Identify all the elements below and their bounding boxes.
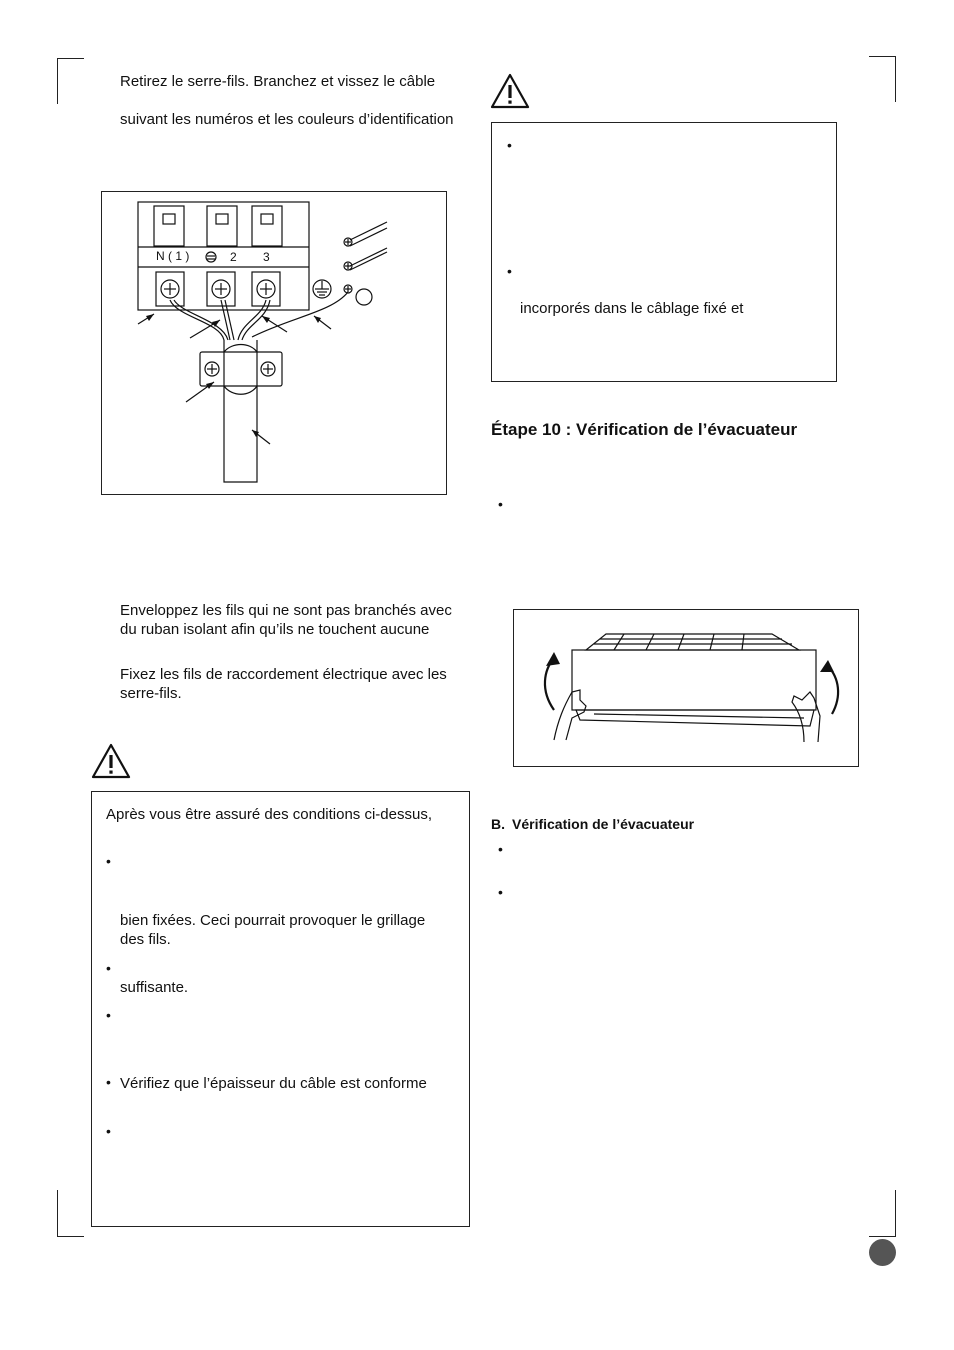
warning-bullet-5: • — [106, 1123, 111, 1139]
terminal-label-2: 2 — [230, 250, 237, 264]
crop-mark-bottom-right-v — [895, 1190, 896, 1236]
step-10-bullet: • — [498, 496, 503, 512]
left-warning-box — [91, 791, 470, 1227]
warning-intro: Après vous être assuré des conditions ci-dessus, — [106, 806, 432, 823]
crop-mark-bottom-left-h — [57, 1236, 84, 1237]
crop-mark-bottom-left-v — [57, 1190, 58, 1236]
warning-icon — [91, 743, 131, 779]
right-warning-bullet-1: • — [507, 137, 512, 153]
warning-text-c: Vérifiez que l’épaisseur du câble est conforme — [120, 1075, 427, 1092]
crop-mark-top-right-h — [869, 56, 896, 57]
right-warning-bullet-2: • — [507, 263, 512, 279]
sub-b-bullet-2: • — [498, 884, 503, 900]
warning-text-a1: bien fixées. Ceci pourrait provoquer le grillage — [120, 912, 426, 929]
sub-heading-b-text: Vérification de l’évacuateur — [512, 816, 695, 832]
warning-text-b: suffisante. — [120, 979, 189, 996]
crop-mark-top-right-v — [895, 56, 896, 102]
crop-mark-top-left-h — [57, 58, 84, 59]
crop-mark-bottom-right-h — [869, 1236, 896, 1237]
page-number-badge — [869, 1239, 896, 1266]
wrap-wires-line-1: Enveloppez les fils qui ne sont pas branchés avec — [120, 602, 452, 619]
right-warning-box — [491, 122, 837, 382]
terminal-diagram — [102, 192, 446, 494]
warning-bullet-4: • — [106, 1074, 111, 1090]
left-intro-line-1: Retirez le serre-fils. Branchez et vissez le câble — [120, 73, 436, 90]
sub-heading-b-letter: B. — [491, 816, 505, 832]
left-intro-line-2: suivant les numéros et les couleurs d’identification — [120, 111, 454, 128]
terminal-label-n1: N ( 1 ) — [156, 249, 190, 263]
terminal-diagram-frame — [101, 191, 447, 495]
fix-wires-line-2: serre-fils. — [120, 685, 182, 702]
wrap-wires-line-2: du ruban isolant afin qu’ils ne touchent aucune — [120, 621, 430, 638]
warning-bullet-2: • — [106, 960, 111, 976]
sub-b-bullet-1: • — [498, 841, 503, 857]
warning-icon — [490, 73, 530, 109]
step-10-heading: Étape 10 : Vérification de l’évacuateur — [491, 420, 798, 439]
right-warning-text: incorporés dans le câblage fixé et — [520, 300, 744, 317]
indoor-unit-figure-frame — [513, 609, 859, 767]
crop-mark-top-left-v — [57, 58, 58, 104]
warning-bullet-1: • — [106, 853, 111, 869]
warning-text-a2: des fils. — [120, 931, 171, 948]
terminal-label-3: 3 — [263, 250, 270, 264]
indoor-unit-illustration — [514, 610, 858, 766]
warning-bullet-3: • — [106, 1007, 111, 1023]
fix-wires-line-1: Fixez les fils de raccordement électrique avec les — [120, 666, 447, 683]
